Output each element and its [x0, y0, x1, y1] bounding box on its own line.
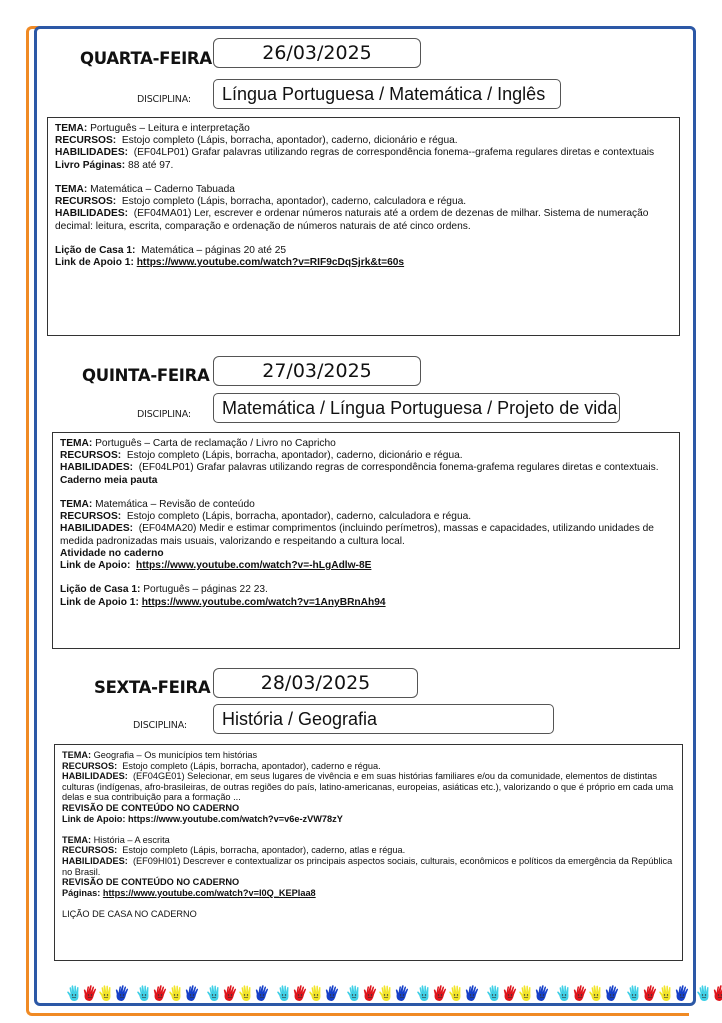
recursos-value: Estojo completo (Lápis, borracha, apontador), caderno, calculadora e régua.: [126, 511, 472, 523]
book-pages-line: [55, 160, 672, 172]
habilidades-value: (EF04MA20) Medir e estimar comprimentos (incluindo perímetros), massas e capacidades, utilizando unidades de medida padronizadas mais usuais, valorizando e respeitando a cultura local.: [60, 523, 654, 547]
hand-icon: [184, 984, 200, 1002]
hand-icon: [642, 984, 658, 1002]
habilidades-line: [60, 462, 672, 474]
tema-value: Geografia – Os municípios tem histórias: [93, 750, 258, 760]
hand-icon: [66, 984, 82, 1002]
support-link-line: [60, 597, 672, 609]
hand-icon: [556, 984, 572, 1002]
recursos-label: RECURSOS:: [60, 450, 122, 462]
hand-icon: [658, 984, 674, 1002]
homework-line: [55, 245, 672, 257]
hand-group: [626, 984, 690, 1006]
tema-line: [55, 184, 672, 196]
tema-line: [55, 123, 672, 135]
day-label: QUARTA-FEIRA: [80, 49, 212, 68]
day-label: SEXTA-FEIRA: [94, 678, 211, 697]
habilidades-label: HABILIDADES:: [55, 208, 129, 220]
hand-icon: [432, 984, 448, 1002]
hand-icon: [464, 984, 480, 1002]
hand-icon: [254, 984, 270, 1002]
hand-group: [696, 984, 722, 1006]
date-box: 27/03/2025: [213, 356, 421, 386]
note-line: [62, 877, 675, 888]
discipline-box: Matemática / Língua Portuguesa / Projeto de vida: [213, 393, 620, 423]
hand-icon: [518, 984, 534, 1002]
pages-label: Páginas:: [62, 887, 101, 898]
hand-group: [276, 984, 340, 1006]
hand-icon: [238, 984, 254, 1002]
support-link[interactable]: https://www.youtube.com/watch?v=-hLgAdlw-8E: [136, 560, 372, 572]
hand-icon: [206, 984, 222, 1002]
habilidades-line: [55, 147, 672, 159]
hand-icon: [378, 984, 394, 1002]
hand-icon: [82, 984, 98, 1002]
lesson-content-box: [54, 744, 683, 961]
hand-icon: [534, 984, 550, 1002]
tema-label: TEMA:: [62, 750, 92, 760]
book-pages-value: 88 até 97.: [128, 159, 174, 171]
tema-value: Português – Leitura e interpretação: [90, 123, 250, 134]
hand-icon: [604, 984, 620, 1002]
homework-label: Lição de Casa 1:: [60, 584, 141, 596]
recursos-value: Estojo completo (Lápis, borracha, apontador), caderno, dicionário e régua.: [126, 450, 463, 462]
habilidades-line: [62, 771, 675, 803]
hand-icon: [292, 984, 308, 1002]
hand-group: [346, 984, 410, 1006]
recursos-value: Estojo completo (Lápis, borracha, apontador), caderno, calculadora e régua.: [121, 196, 467, 208]
discipline-label: DISCIPLINA:: [137, 94, 191, 105]
recursos-label: RECURSOS:: [62, 760, 118, 771]
discipline-label: DISCIPLINA:: [133, 720, 187, 731]
support-link[interactable]: https://www.youtube.com/watch?v=RIF9cDqSjrk&t=60s: [136, 257, 405, 269]
colored-hands-border: [66, 984, 666, 1006]
recursos-label: RECURSOS:: [55, 196, 117, 208]
tema-value: Matemática – Revisão de conteúdo: [95, 499, 255, 510]
tema-line: [60, 438, 672, 450]
habilidades-label: HABILIDADES:: [62, 855, 128, 866]
habilidades-label: HABILIDADES:: [60, 462, 134, 474]
hand-icon: [486, 984, 502, 1002]
homework-line: [62, 909, 675, 920]
support-link-label: Link de Apoio 1:: [55, 257, 134, 269]
discipline-box: Língua Portuguesa / Matemática / Inglês: [213, 79, 561, 109]
homework-value: Português – páginas 22 23.: [143, 584, 268, 596]
support-link[interactable]: https://www.youtube.com/watch?v=I0Q_KEPIaa8: [102, 887, 316, 898]
date-box: 26/03/2025: [213, 38, 421, 68]
hand-icon: [626, 984, 642, 1002]
hand-icon: [394, 984, 410, 1002]
tema-label: TEMA:: [55, 184, 88, 195]
support-link-label: Link de Apoio 1:: [60, 596, 139, 608]
habilidades-line: [55, 208, 672, 232]
hand-icon: [136, 984, 152, 1002]
recursos-label: RECURSOS:: [55, 135, 117, 147]
recursos-line: [60, 450, 672, 462]
note-value: REVISÃO DE CONTEÚDO NO CADERNO: [62, 877, 240, 888]
homework-label: Lição de Casa 1:: [55, 245, 136, 256]
support-link[interactable]: https://www.youtube.com/watch?v=1AnyBRnAh94: [141, 596, 386, 608]
hand-icon: [416, 984, 432, 1002]
tema-value: História – A escrita: [93, 834, 170, 845]
tema-label: TEMA:: [55, 123, 88, 134]
recursos-value: Estojo completo (Lápis, borracha, apontador), caderno, atlas e régua.: [122, 845, 406, 856]
hand-group: [416, 984, 480, 1006]
hand-icon: [276, 984, 292, 1002]
tema-label: TEMA:: [60, 499, 93, 510]
hand-group: [136, 984, 200, 1006]
tema-line: [62, 750, 675, 761]
tema-line: [60, 499, 672, 511]
hand-icon: [114, 984, 130, 1002]
tema-label: TEMA:: [60, 438, 93, 449]
hand-icon: [98, 984, 114, 1002]
habilidades-line: [60, 523, 672, 547]
homework-value: Matemática – páginas 20 até 25: [141, 245, 287, 256]
recursos-line: [55, 135, 672, 147]
note-line: [62, 803, 675, 814]
recursos-line: [62, 845, 675, 856]
discipline-label: DISCIPLINA:: [137, 409, 191, 420]
hand-icon: [572, 984, 588, 1002]
habilidades-value: (EF04MA01) Ler, escrever e ordenar números naturais até a ordem de dezenas de milhar. Sistema de numeração decimal: leitura, escrita, comparação e ordenação de números naturais de até cinco ordens.: [55, 208, 649, 232]
book-pages-label: Livro Páginas:: [55, 159, 126, 171]
hand-group: [206, 984, 270, 1006]
hand-icon: [308, 984, 324, 1002]
support-link[interactable]: https://www.youtube.com/watch?v=v6e-zVW78zY: [128, 813, 343, 824]
habilidades-value: (EF04LP01) Grafar palavras utilizando regras de correspondência fonema-grafema regulares diretas e contextuais.: [138, 462, 659, 474]
note-value: REVISÃO DE CONTEÚDO NO CADERNO: [62, 802, 240, 813]
support-link-line: [55, 257, 672, 269]
date-box: 28/03/2025: [213, 668, 418, 698]
support-link-label: Link de Apoio:: [60, 560, 131, 572]
support-link-line: [62, 814, 675, 825]
recursos-label: RECURSOS:: [62, 845, 118, 856]
tema-value: Português – Carta de reclamação / Livro no Capricho: [95, 438, 336, 449]
recursos-line: [55, 196, 672, 208]
recursos-label: RECURSOS:: [60, 511, 122, 523]
habilidades-value: (EF04LP01) Grafar palavras utilizando regras de correspondência fonema--grafema regulares diretas e contextuais: [133, 147, 655, 159]
habilidades-line: [62, 856, 675, 877]
habilidades-label: HABILIDADES:: [60, 523, 134, 535]
hand-group: [486, 984, 550, 1006]
habilidades-label: HABILIDADES:: [55, 147, 129, 159]
note-line: [60, 475, 672, 487]
hand-icon: [168, 984, 184, 1002]
support-link-line: [62, 888, 675, 899]
support-link-line: [60, 560, 672, 572]
hand-icon: [346, 984, 362, 1002]
hand-icon: [674, 984, 690, 1002]
hand-icon: [324, 984, 340, 1002]
habilidades-value: (EF09HI01) Descrever e contextualizar os principais aspectos sociais, culturais, econômicos e políticos da emergência da República no Brasil.: [62, 855, 673, 877]
habilidades-label: HABILIDADES:: [62, 771, 128, 782]
hand-icon: [222, 984, 238, 1002]
hand-icon: [362, 984, 378, 1002]
homework-note: LIÇÃO DE CASA NO CADERNO: [62, 908, 197, 919]
day-label: QUINTA-FEIRA: [82, 366, 210, 385]
discipline-box: História / Geografia: [213, 704, 554, 734]
lesson-content-box: [52, 432, 680, 649]
hand-icon: [448, 984, 464, 1002]
hand-group: [556, 984, 620, 1006]
recursos-value: Estojo completo (Lápis, borracha, apontador), caderno, dicionário e régua.: [121, 135, 458, 147]
recursos-line: [62, 761, 675, 772]
lesson-content-box: [47, 117, 680, 336]
hand-icon: [712, 984, 722, 1002]
note-line: [60, 548, 672, 560]
recursos-line: [60, 511, 672, 523]
hand-group: [66, 984, 130, 1006]
tema-label: TEMA:: [62, 834, 92, 845]
hand-icon: [588, 984, 604, 1002]
tema-line: [62, 835, 675, 846]
hand-icon: [502, 984, 518, 1002]
note-value: Atividade no caderno: [60, 547, 164, 559]
hand-icon: [152, 984, 168, 1002]
recursos-value: Estojo completo (Lápis, borracha, apontador), caderno e régua.: [122, 760, 381, 771]
homework-line: [60, 584, 672, 596]
note-value: Caderno meia pauta: [60, 474, 158, 486]
hand-icon: [696, 984, 712, 1002]
tema-value: Matemática – Caderno Tabuada: [90, 184, 235, 195]
support-link-label: Link de Apoio:: [62, 813, 126, 824]
habilidades-value: (EF04GE01) Selecionar, em seus lugares de vivência e em suas histórias familiares e/ou da comunidade, elementos de distintas culturas (indígenas, afro-brasileiras, de outras regiões do país, latino-americanas, europeias, asiáticas etc.), valorizando o que é próprio em cada uma delas e sua contribuição para a formação ...: [62, 771, 674, 803]
